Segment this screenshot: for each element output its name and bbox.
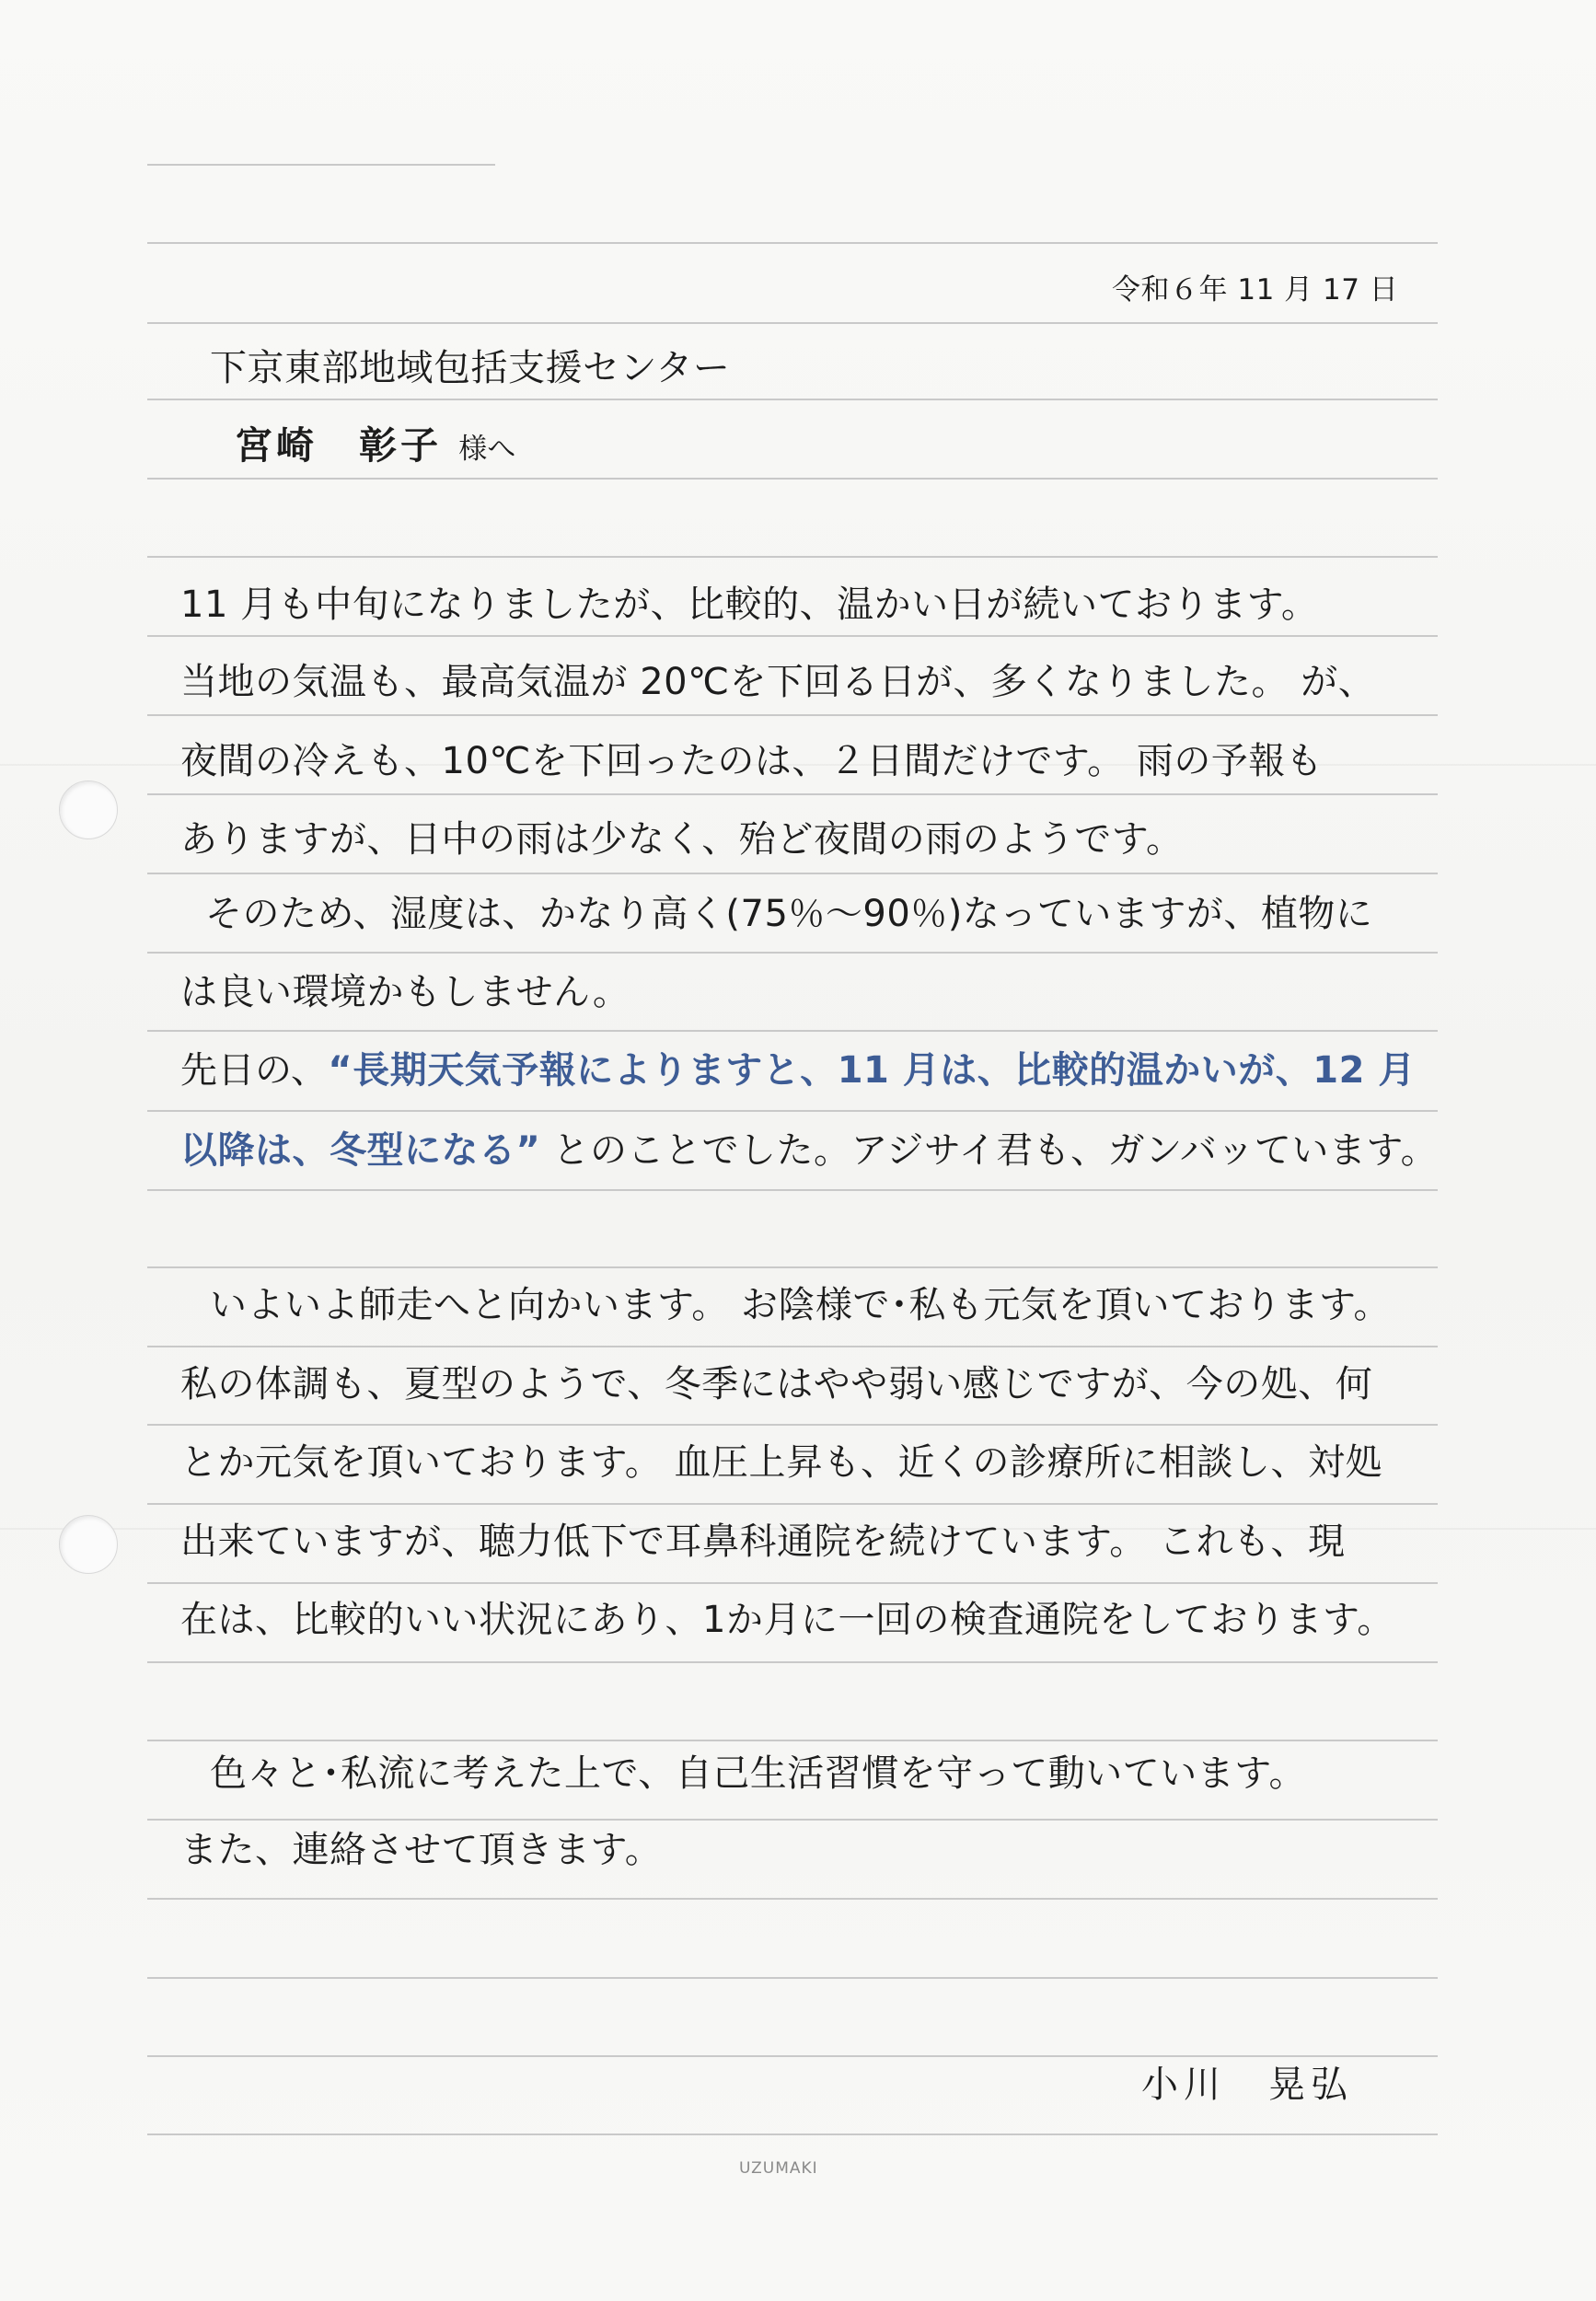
body-line: 出来ていますが、聴力低下で耳鼻科通院を続けています。 これも、現 xyxy=(180,1521,1346,1563)
ruled-line xyxy=(147,478,1438,480)
ruled-line xyxy=(147,2133,1438,2135)
body-text: 先日の、 xyxy=(180,1049,329,1092)
ruled-line xyxy=(147,952,1438,954)
ruled-line xyxy=(147,1346,1438,1347)
letter-date: 令和６年 11 月 17 日 xyxy=(1112,273,1399,306)
ruled-line xyxy=(147,1030,1438,1032)
body-line: 当地の気温も、最高気温が 20℃を下回る日が、多くなりました。 が、 xyxy=(180,661,1376,703)
body-line: 私の体調も、夏型のようで、冬季にはやや弱い感じですが、今の処、何 xyxy=(180,1363,1373,1405)
body-line: いよいよ師走へと向かいます。 お陰様で･私も元気を頂いております。 xyxy=(210,1284,1391,1326)
ruled-line xyxy=(147,1661,1438,1663)
ruled-line xyxy=(147,399,1438,400)
ruled-line xyxy=(147,1110,1438,1112)
ruled-line xyxy=(147,1582,1438,1584)
body-line xyxy=(180,1047,1416,1093)
recipient-name: 宮崎 彰子 xyxy=(235,423,442,468)
ruled-line xyxy=(147,1977,1438,1979)
ruled-line xyxy=(147,793,1438,795)
body-line: 色々と･私流に考えた上で、自己生活習慣を守って動いています。 xyxy=(210,1752,1306,1795)
ruled-line xyxy=(147,164,495,166)
recipient-organization: 下京東部地域包括支援センター xyxy=(210,347,731,389)
body-line: ありますが、日中の雨は少なく、殆ど夜間の雨のようです。 xyxy=(180,818,1184,861)
binder-hole xyxy=(59,1515,118,1574)
body-line: 夜間の冷えも、10℃を下回ったのは、２日間だけです。 雨の予報も xyxy=(180,740,1324,782)
ruled-line xyxy=(147,1189,1438,1191)
recipient-honorific: 様へ xyxy=(458,433,516,466)
ruled-line xyxy=(147,714,1438,716)
signature: 小川 晃弘 xyxy=(1141,2064,1353,2106)
weather-forecast-quote: “長期天気予報によりますと、11 月は、比較的温かいが、12 月 xyxy=(328,1049,1416,1092)
ruled-line xyxy=(147,873,1438,874)
body-line xyxy=(180,1127,1438,1174)
ruled-line xyxy=(147,1740,1438,1741)
body-line: は良い環境かもしません。 xyxy=(180,971,630,1013)
ruled-line xyxy=(147,242,1438,244)
paper-brand-logo: UZUMAKI xyxy=(739,2159,818,2178)
body-line: とか元気を頂いております。 血圧上昇も、近くの診療所に相談し、対処 xyxy=(180,1441,1383,1484)
binder-hole xyxy=(59,780,118,839)
ruled-line xyxy=(147,1424,1438,1426)
body-line: また、連絡させて頂きます。 xyxy=(180,1829,663,1871)
ruled-line xyxy=(147,635,1438,637)
body-line: そのため、湿度は、かなり高く(75％～90％)なっていますが、植物に xyxy=(205,893,1373,935)
body-line: 11 月も中旬になりましたが、比較的、温かい日が続いております。 xyxy=(180,584,1319,626)
ruled-line xyxy=(147,1503,1438,1505)
recipient-name-line xyxy=(235,422,515,472)
weather-forecast-quote: 以降は、冬型になる” xyxy=(180,1129,541,1172)
body-text: とのことでした。アジサイ君も、ガンバッています。 xyxy=(552,1129,1439,1172)
ruled-line xyxy=(147,556,1438,558)
ruled-line xyxy=(147,322,1438,324)
ruled-line xyxy=(147,2055,1438,2057)
ruled-line xyxy=(147,1898,1438,1900)
body-line: 在は、比較的いい状況にあり、1か月に一回の検査通院をしております。 xyxy=(180,1599,1394,1641)
ruled-line xyxy=(147,1819,1438,1821)
ruled-line xyxy=(147,1266,1438,1268)
